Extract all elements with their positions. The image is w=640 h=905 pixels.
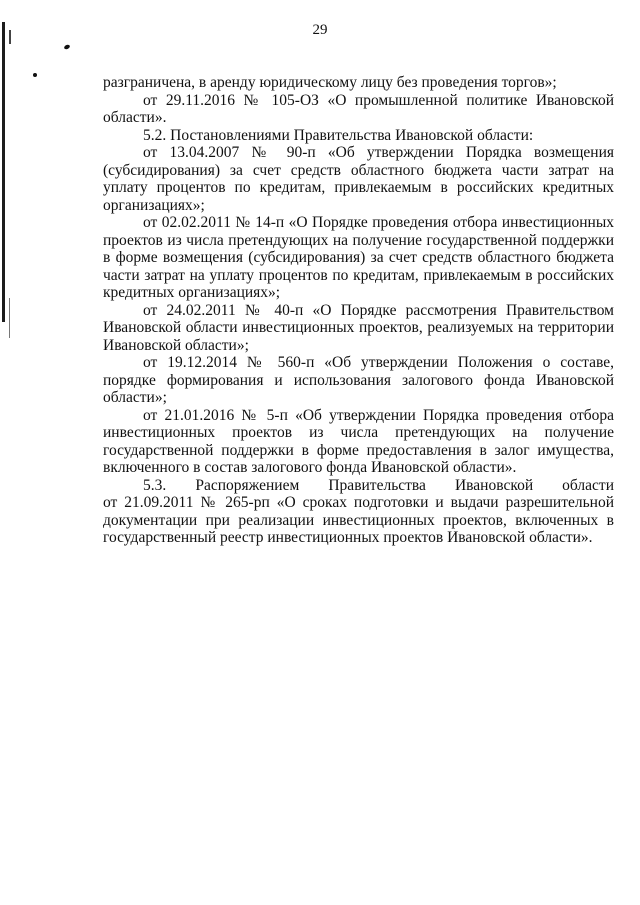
paragraph-order-265-rp: от 21.09.2011 № 265-рп «О сроках подготовки и выдачи разрешительной документации при реализации инвестиционных проектов, включенных в государственный реестр инвестиционных проектов Ивановской области». xyxy=(103,494,614,546)
paragraph-land-lease-continuation: разграничена, в аренду юридическому лицу без проведения торгов»; xyxy=(103,74,557,91)
paragraph-industrial-policy-law: от 29.11.2016 № 105-ОЗ «О промышленной политике Ивановской области». xyxy=(103,91,614,126)
scan-edge-mark xyxy=(2,22,5,322)
document-body xyxy=(103,74,614,547)
paragraph-resolution-14-p: от 02.02.2011 № 14-п «О Порядке проведения отбора инвестиционных проектов из числа претендующих на получение государственной поддержки в форме возмещения (субсидирования) за счет средств областного бюджета части затрат на уплату процентов по кредитам, привлекаемым в российских кредитных организациях»; xyxy=(103,214,614,301)
paragraph-section-5-3-heading: 5.3. Распоряжением Правительства Ивановской области xyxy=(143,476,614,494)
scan-edge-mark xyxy=(9,298,10,338)
paragraph-resolution-40-p: от 24.02.2011 № 40-п «О Порядке рассмотрения Правительством Ивановской области инвестиционных проектов, реализуемых на территории Ивановской области»; xyxy=(103,301,614,354)
paragraph-section-5-2-heading: 5.2. Постановлениями Правительства Ивановской области: xyxy=(143,126,534,144)
scan-speck xyxy=(63,44,70,50)
paragraph-resolution-90-p: от 13.04.2007 № 90-п «Об утверждении Порядка возмещения (субсидирования) за счет средств областного бюджета части затрат на уплату процентов по кредитам, привлекаемым в российских кредитных организациях»; xyxy=(103,144,614,214)
page-number: 29 xyxy=(312,22,328,38)
scan-speck xyxy=(33,73,37,77)
paragraph-resolution-5-p: от 21.01.2016 № 5-п «Об утверждении Порядка проведения отбора инвестиционных проектов из числа претендующих на получение государственной поддержки в форме предоставления в залог имущества, включенного в состав залогового фонда Ивановской области». xyxy=(103,406,614,476)
paragraph-resolution-560-p: от 19.12.2014 № 560-п «Об утверждении Положения о составе, порядке формирования и использования залогового фонда Ивановской области»; xyxy=(103,354,614,406)
